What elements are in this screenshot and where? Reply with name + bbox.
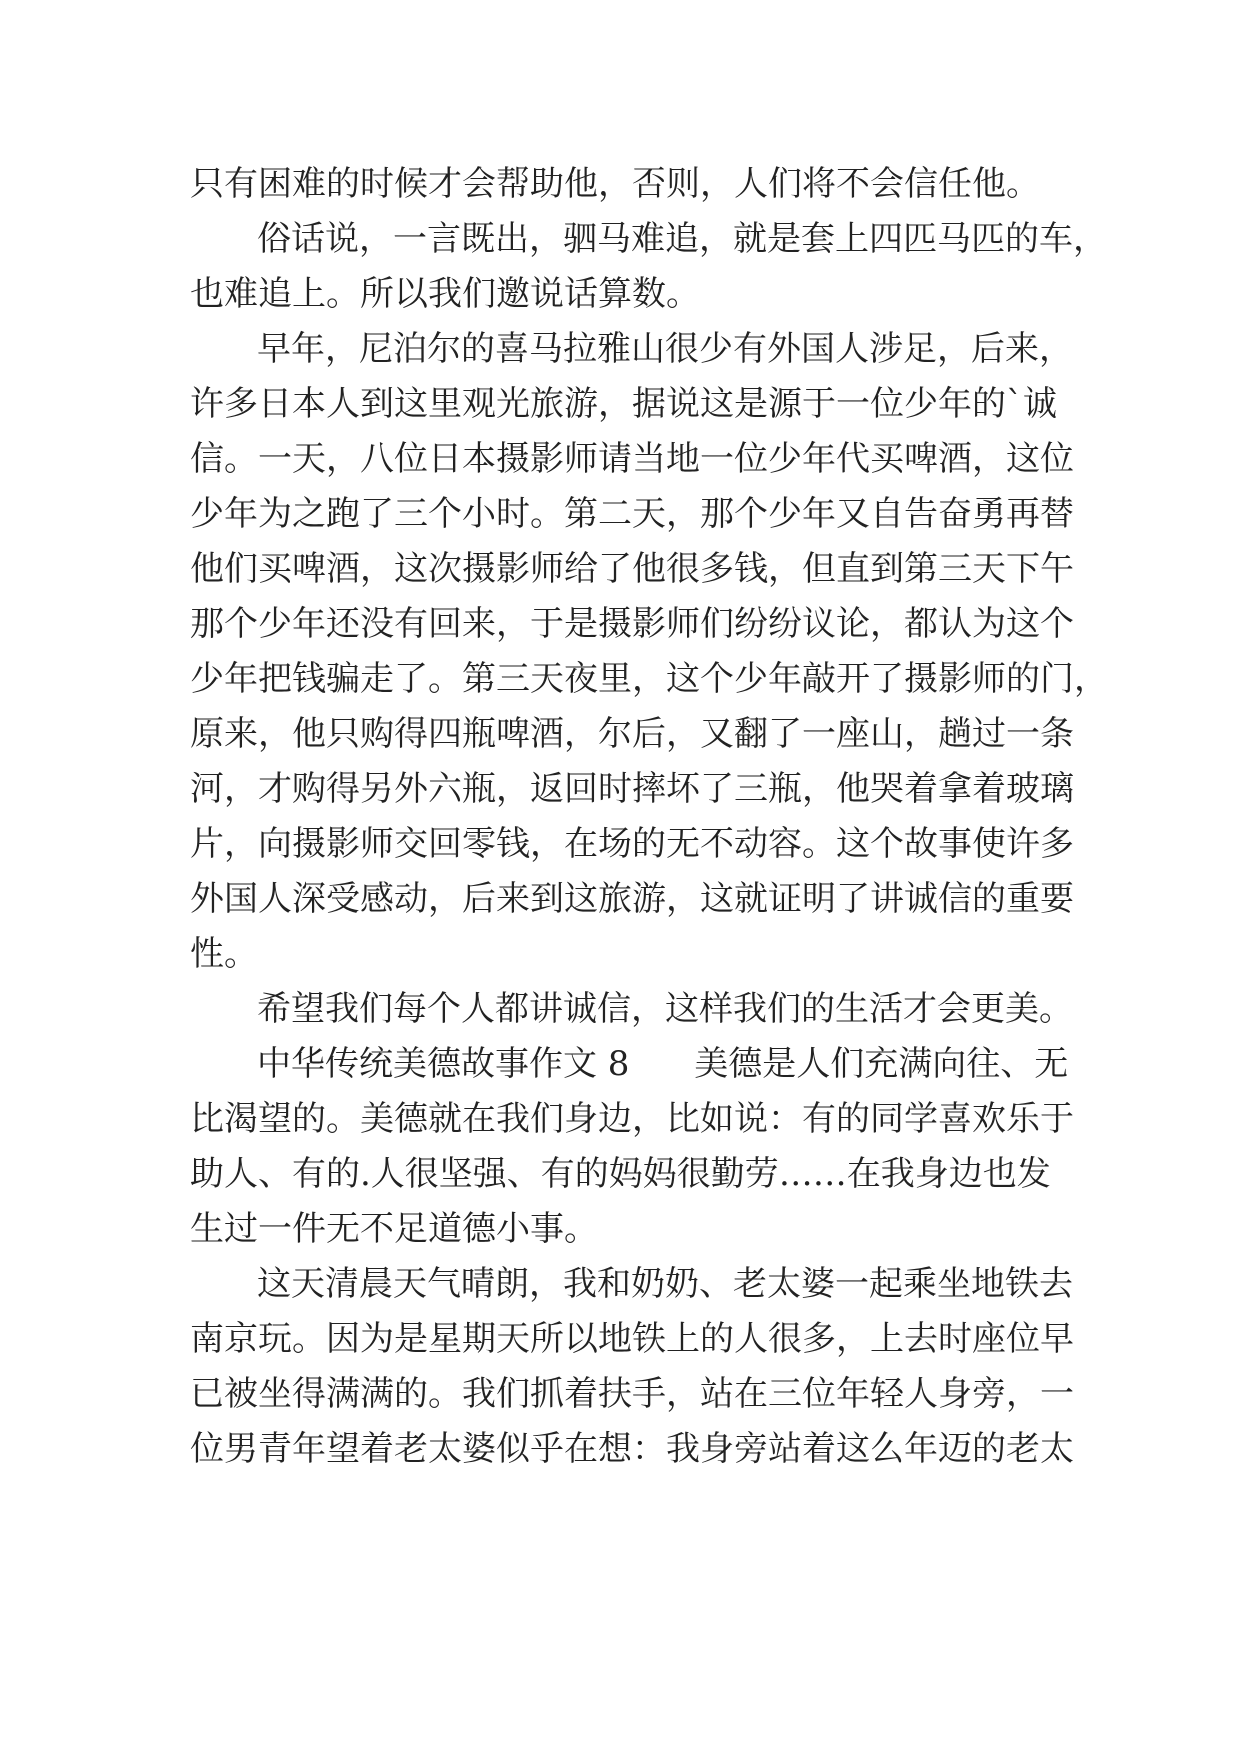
text-line: 少年把钱骗走了。第三天夜里，这个少年敲开了摄影师的门， [190,659,1108,699]
text-line: 原来，他只购得四瓶啤酒，尔后，又翻了一座山，趟过一条 [190,714,1074,754]
text-line: 片，向摄影师交回零钱，在场的无不动容。这个故事使许多 [190,824,1074,864]
text-line: 这天清晨天气晴朗，我和奶奶、老太婆一起乘坐地铁去 [257,1264,1073,1304]
text-line: 信。一天，八位日本摄影师请当地一位少年代买啤酒，这位 [190,439,1074,479]
text-line: 早年，尼泊尔的喜马拉雅山很少有外国人涉足，后来， [257,329,1073,369]
text-line: 位男青年望着老太婆似乎在想：我身旁站着这么年迈的老太 [190,1429,1074,1469]
text-line: 只有困难的时候才会帮助他，否则，人们将不会信任他。 [190,164,1040,204]
text-line: 助人、有的.人很坚强、有的妈妈很勤劳……在我身边也发 [190,1154,1051,1194]
text-line: 那个少年还没有回来，于是摄影师们纷纷议论，都认为这个 [190,604,1074,644]
text-line: 中华传统美德故事作文 8 美德是人们充满向往、无 [257,1044,1069,1084]
text-line: 性。 [190,934,258,974]
text-line: 希望我们每个人都讲诚信，这样我们的生活才会更美。 [257,989,1073,1029]
text-line: 少年为之跑了三个小时。第二天，那个少年又自告奋勇再替 [190,494,1074,534]
text-line: 已被坐得满满的。我们抓着扶手，站在三位年轻人身旁，一 [190,1374,1074,1414]
text-line: 俗话说，一言既出，驷马难追，就是套上四匹马匹的车， [257,219,1107,259]
text-line: 外国人深受感动，后来到这旅游，这就证明了讲诚信的重要 [190,879,1074,919]
text-line: 他们买啤酒，这次摄影师给了他很多钱，但直到第三天下午 [190,549,1074,589]
text-line: 许多日本人到这里观光旅游，据说这是源于一位少年的`诚 [190,384,1057,424]
text-line: 生过一件无不足道德小事。 [190,1209,598,1249]
text-line: 河，才购得另外六瓶，返回时摔坏了三瓶，他哭着拿着玻璃 [190,769,1074,809]
text-line: 比渴望的。美德就在我们身边，比如说：有的同学喜欢乐于 [190,1099,1074,1139]
text-line: 也难追上。所以我们邀说话算数。 [190,274,700,314]
text-line: 南京玩。因为是星期天所以地铁上的人很多，上去时座位早 [190,1319,1074,1359]
